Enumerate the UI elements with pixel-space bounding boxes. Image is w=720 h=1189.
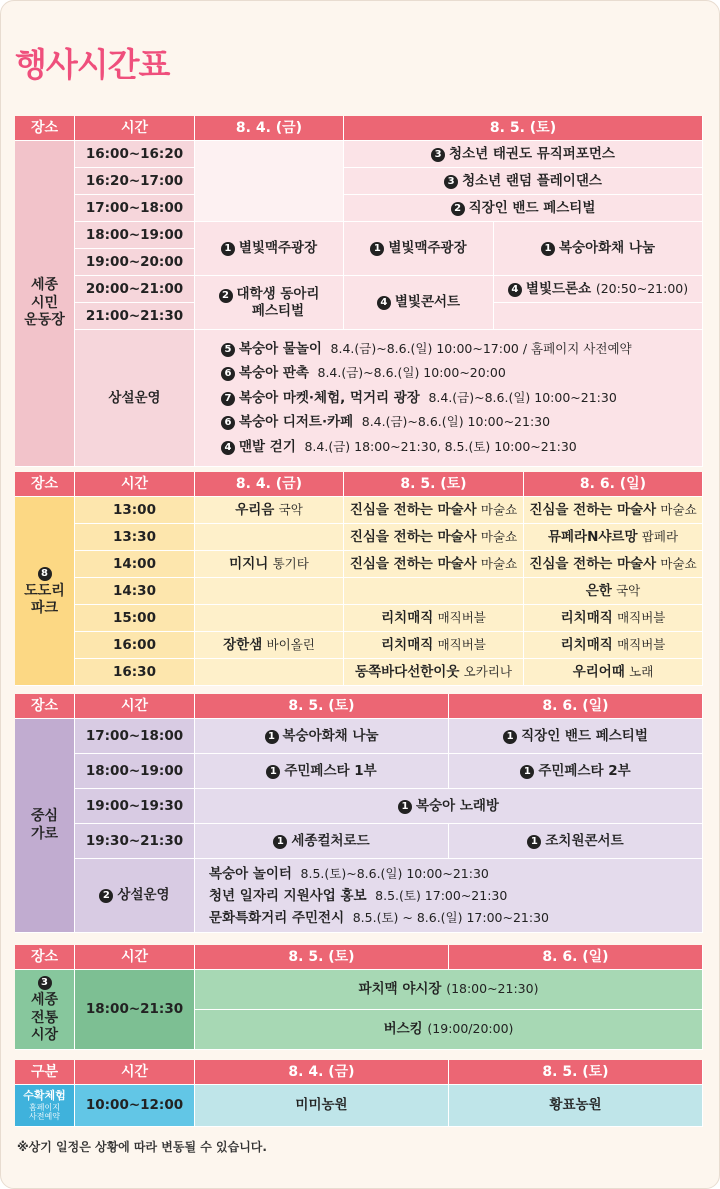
header-place: 장소 — [15, 945, 75, 970]
event-cell: 미지니 통기타 — [195, 551, 344, 578]
event-cell — [344, 578, 524, 605]
header-time: 시간 — [75, 472, 195, 497]
empty-cell — [195, 141, 344, 222]
event-cell: 2 대학생 동아리 페스티벌 — [195, 276, 344, 330]
header-time: 시간 — [75, 116, 195, 141]
permanent-item: 복숭아 놀이터 8.5.(토)~8.6.(일) 10:00~21:30 — [209, 865, 489, 882]
time-cell: 17:00~18:00 — [75, 195, 195, 222]
time-cell: 14:00 — [75, 551, 195, 578]
venue-label: 8 도도리 파크 — [15, 497, 75, 686]
time-cell: 13:30 — [75, 524, 195, 551]
header-time: 시간 — [75, 694, 195, 719]
schedule-table-harvest-experience — [15, 1060, 703, 1127]
event-cell: 3 청소년 랜덤 플레이댄스 — [344, 168, 703, 195]
time-cell: 21:00~21:30 — [75, 303, 195, 330]
event-cell: 2 직장인 밴드 페스티벌 — [344, 195, 703, 222]
event-cell: 동쪽바다선한이웃 오카리나 — [344, 659, 524, 686]
event-cell: 리치매직 매직버블 — [524, 605, 703, 632]
event-cell: 장한샘 바이올린 — [195, 632, 344, 659]
permanent-item: 6 복숭아 판촉 8.4.(금)~8.6.(일) 10:00~20:00 — [221, 361, 702, 386]
permanent-item: 청년 일자리 지원사업 홍보 8.5.(토) 17:00~21:30 — [209, 887, 508, 904]
schedule-table-sejong-stadium — [15, 116, 703, 467]
header-date-2: 8. 5. (토) — [344, 116, 703, 141]
event-cell: 미미농원 — [195, 1085, 449, 1127]
schedule-table-traditional-market — [15, 945, 703, 1050]
event-cell: 1 복숭아화채 나눔 — [494, 222, 703, 276]
event-cell: 1 주민페스타 2부 — [449, 754, 703, 789]
permanent-item: 6 복숭아 디저트·카페 8.4.(금)~8.6.(일) 10:00~21:30 — [221, 410, 702, 435]
event-cell: 1 복숭아 노래방 — [195, 789, 703, 824]
time-cell: 18:00~21:30 — [75, 970, 195, 1050]
time-cell: 16:20~17:00 — [75, 168, 195, 195]
time-cell: 13:00 — [75, 497, 195, 524]
event-cell: 진심을 전하는 마술사 마술쇼 — [344, 497, 524, 524]
event-cell — [195, 659, 344, 686]
event-cell: 진심을 전하는 마술사 마술쇼 — [344, 524, 524, 551]
event-cell: 4 별빛드론쇼 (20:50~21:00) — [494, 276, 703, 303]
header-time: 시간 — [75, 945, 195, 970]
event-cell: 은한 국악 — [524, 578, 703, 605]
time-cell: 19:00~20:00 — [75, 249, 195, 276]
event-cell: 버스킹 (19:00/20:00) — [195, 1010, 703, 1050]
event-cell: 1 별빛맥주광장 — [344, 222, 494, 276]
event-cell: 우리음 국악 — [195, 497, 344, 524]
schedule-table-central-street — [15, 694, 703, 933]
header-date-2: 8. 5. (토) — [344, 472, 524, 497]
header-date-3: 8. 6. (일) — [524, 472, 703, 497]
permanent-item: 7 복숭아 마켓·체험, 먹거리 광장 8.4.(금)~8.6.(일) 10:00~21:30 — [221, 386, 702, 411]
time-cell: 15:00 — [75, 605, 195, 632]
time-cell: 20:00~21:00 — [75, 276, 195, 303]
header-time: 시간 — [75, 1060, 195, 1085]
event-cell: 우리어때 노래 — [524, 659, 703, 686]
page-title: 행사시간표 — [15, 45, 170, 84]
header-place: 장소 — [15, 472, 75, 497]
event-cell: 진심을 전하는 마술사 마술쇼 — [524, 497, 703, 524]
event-cell: 리치매직 매직버블 — [344, 605, 524, 632]
header-date-2: 8. 5. (토) — [449, 1060, 703, 1085]
event-cell: 황표농원 — [449, 1085, 703, 1127]
schedule-table-dodori-park — [15, 472, 703, 686]
header-place: 장소 — [15, 116, 75, 141]
event-cell: 진심을 전하는 마술사 마술쇼 — [344, 551, 524, 578]
permanent-label: 상설운영 — [75, 330, 195, 467]
time-cell: 16:30 — [75, 659, 195, 686]
permanent-list — [195, 859, 703, 933]
header-date-1: 8. 5. (토) — [195, 945, 449, 970]
permanent-item: 4 맨발 걷기 8.4.(금) 18:00~21:30, 8.5.(토) 10:00~21:30 — [221, 435, 702, 460]
permanent-item: 5 복숭아 물놀이 8.4.(금)~8.6.(일) 10:00~17:00 / 홈페이지 사전예약 — [221, 337, 702, 362]
event-cell: 파치맥 야시장 (18:00~21:30) — [195, 970, 703, 1010]
event-cell: 1 별빛맥주광장 — [195, 222, 344, 276]
permanent-label: 2 상설운영 — [75, 859, 195, 933]
event-cell: 1 조치원콘서트 — [449, 824, 703, 859]
event-cell: 4 별빛콘서트 — [344, 276, 494, 330]
time-cell: 18:00~19:00 — [75, 754, 195, 789]
event-cell: 1 직장인 밴드 페스티벌 — [449, 719, 703, 754]
time-cell: 19:30~21:30 — [75, 824, 195, 859]
venue-label: 세종 시민 운동장 — [15, 141, 75, 467]
permanent-item: 문화특화거리 주민전시 8.5.(토) ~ 8.6.(일) 17:00~21:30 — [209, 909, 549, 926]
header-date-2: 8. 6. (일) — [449, 945, 703, 970]
time-cell: 10:00~12:00 — [75, 1085, 195, 1127]
header-date-1: 8. 4. (금) — [195, 1060, 449, 1085]
event-cell — [195, 605, 344, 632]
time-cell: 16:00 — [75, 632, 195, 659]
notice-text: ※상기 일정은 상황에 따라 변동될 수 있습니다. — [17, 1140, 267, 1154]
event-cell: 1 복숭아화채 나눔 — [195, 719, 449, 754]
venue-label: 수확체험 홈페이지 사전예약 — [15, 1085, 75, 1127]
header-date-1: 8. 5. (토) — [195, 694, 449, 719]
time-cell: 19:00~19:30 — [75, 789, 195, 824]
event-cell: 3 청소년 태권도 뮤직퍼포먼스 — [344, 141, 703, 168]
time-cell: 14:30 — [75, 578, 195, 605]
header-date-2: 8. 6. (일) — [449, 694, 703, 719]
event-cell: 1 주민페스타 1부 — [195, 754, 449, 789]
venue-label: 중심 가로 — [15, 719, 75, 933]
event-cell: 뮤페라N샤르망 팝페라 — [524, 524, 703, 551]
venue-label: 3 세종 전통 시장 — [15, 970, 75, 1050]
event-cell — [195, 524, 344, 551]
event-cell: 진심을 전하는 마술사 마술쇼 — [524, 551, 703, 578]
header-category: 구분 — [15, 1060, 75, 1085]
header-date-1: 8. 4. (금) — [195, 472, 344, 497]
event-cell: 리치매직 매직버블 — [344, 632, 524, 659]
permanent-list — [195, 330, 703, 467]
time-cell: 17:00~18:00 — [75, 719, 195, 754]
header-date-1: 8. 4. (금) — [195, 116, 344, 141]
time-cell: 16:00~16:20 — [75, 141, 195, 168]
time-cell: 18:00~19:00 — [75, 222, 195, 249]
event-cell: 리치매직 매직버블 — [524, 632, 703, 659]
header-place: 장소 — [15, 694, 75, 719]
empty-cell — [494, 303, 703, 330]
event-cell — [195, 578, 344, 605]
event-cell: 1 세종컬처로드 — [195, 824, 449, 859]
